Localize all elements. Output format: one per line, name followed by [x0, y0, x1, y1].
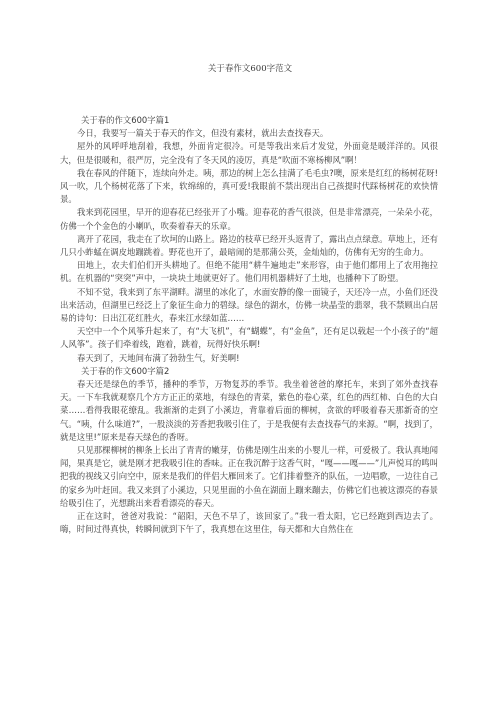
paragraph: 春天到了，天地间布满了勃勃生气，好美啊!	[77, 352, 240, 363]
paragraph: 我在春风的伴随下，连续向外走。咦，那边的树上怎么挂满了毛毛虫?噢，原来是红红的杨树花呀!风一吹，几个杨树花落了下来，软绵绵的，真可爱!我眼前不禁出现出自己孩提时代踩杨树花的欢快情景。	[60, 167, 438, 205]
paragraph: 只见那棵柳树的柳条上长出了青青的嫩芽，仿佛是刚生出来的小婴儿一样，可爱极了。我认真地闻闻，果真是它，就是刚才把我吸引住的香味。正在我沉醉于这香气时，“嘎——嘎——”儿声悦耳的鸣叫把我的视线又引向空中，原来是我们的伴侣大雁回来了。它们排着整齐的队伍，一边唱歌，一边往自己的家乡为叶赶回。我又来到了小溪边，只见里面的小鱼在湖面上蹦来蹦去，仿佛它们也被这漂亮的春景给吸引住了，光想跳出来看看漂亮的春天。	[60, 445, 438, 508]
paragraph: 离开了花园，我走在了坎坷的山路上。路边的枝草已经开头返青了，露出点点绿意。草地上，还有几只小蚱蜢在调皮地蹦跳着。野花也开了，最暗闹的是那蒲公英，金灿灿的，仿佛有无穷的生命力。	[60, 233, 438, 258]
document-title: 关于春作文600字范文	[207, 64, 293, 74]
paragraph: 春天还是绿色的季节，播种的季节，万物复苏的季节。我坐着爸爸的摩托车，来到了郊外查找春天。一下车我就观察几个方方正正的菜地，有绿色的青菜，紫色的卷心菜，红色的西红柿、白色的大白菜……看得我眼花缭乱。我渐渐的走到了小溪边，背靠着后面的柳树，贪欲的呼吸着春天那新奇的空气。“咦，什么味道?”，一股淡淡的芳香把我吸引住了，于是我便有去查找春气的来源。“啊，找到了，就是这里!”原来是春天绿色的香呀。	[60, 379, 438, 442]
section-heading: 关于春的作文600字篇1	[81, 115, 170, 125]
paragraph: 屋外的风呼呼地刮着，我想，外面肯定很冷。可是等我出来后才发觉，外面竟是暖洋洋的。风很大，但是很暖和，很严厉，完全没有了冬天风的凌厉，真是“吹面不寒杨柳风”啊！	[60, 141, 438, 165]
paragraph: 正在这时，爸爸对我说：“韶阳，天色不早了，该回家了。”我一看太阳，它已经跑到西边去了。嗨，时间过得真快，转瞬间就到下午了，我真想在这里住，每天都和大自然住在	[60, 511, 438, 535]
section-heading: 关于春的作文600字篇2	[81, 365, 170, 376]
paragraph: 我来到花园里，早开的迎春花已经张开了小嘴。迎春花的香气很淡，但是非常漂亮，一朵朵小花，仿佛一个个金色的小喇叭，吹奏着春天的乐章。	[60, 207, 438, 231]
paragraph: 田地上，农夫们伯们开头耕地了。但绝不能用“耕牛遍地走”来形容，由于他们都用上了农用拖拉机。在机器的“突突”声中，一块块土地就更好了。他们用机器耕好了土地，也播种下了盼望。	[60, 260, 438, 284]
paragraph: 今日，我要写一篇关于春天的作文，但没有素材，就出去查找春天。	[77, 128, 329, 139]
document-body	[60, 114, 438, 537]
paragraph: 天空中一个个风筝升起来了，有“大飞机”，有“蝴蝶”，有“金鱼”，还有足以载起一个小孩子的“超人风筝”。孩子们牵着线，跑着，跳着，玩得好快乐啊!	[60, 326, 438, 350]
paragraph: 不知不觉，我来到了东平湖畔。湖里的冰化了，水面安静的像一面镜子，天还冷一点，小鱼们还没出来活动，但湖里已经泛上了象征生命力的碧绿。绿色的湖水，仿佛一块晶莹的翡翠，我不禁顾出白居易的诗句：日出江花红胜火，春来江水绿如蓝……	[60, 286, 438, 324]
